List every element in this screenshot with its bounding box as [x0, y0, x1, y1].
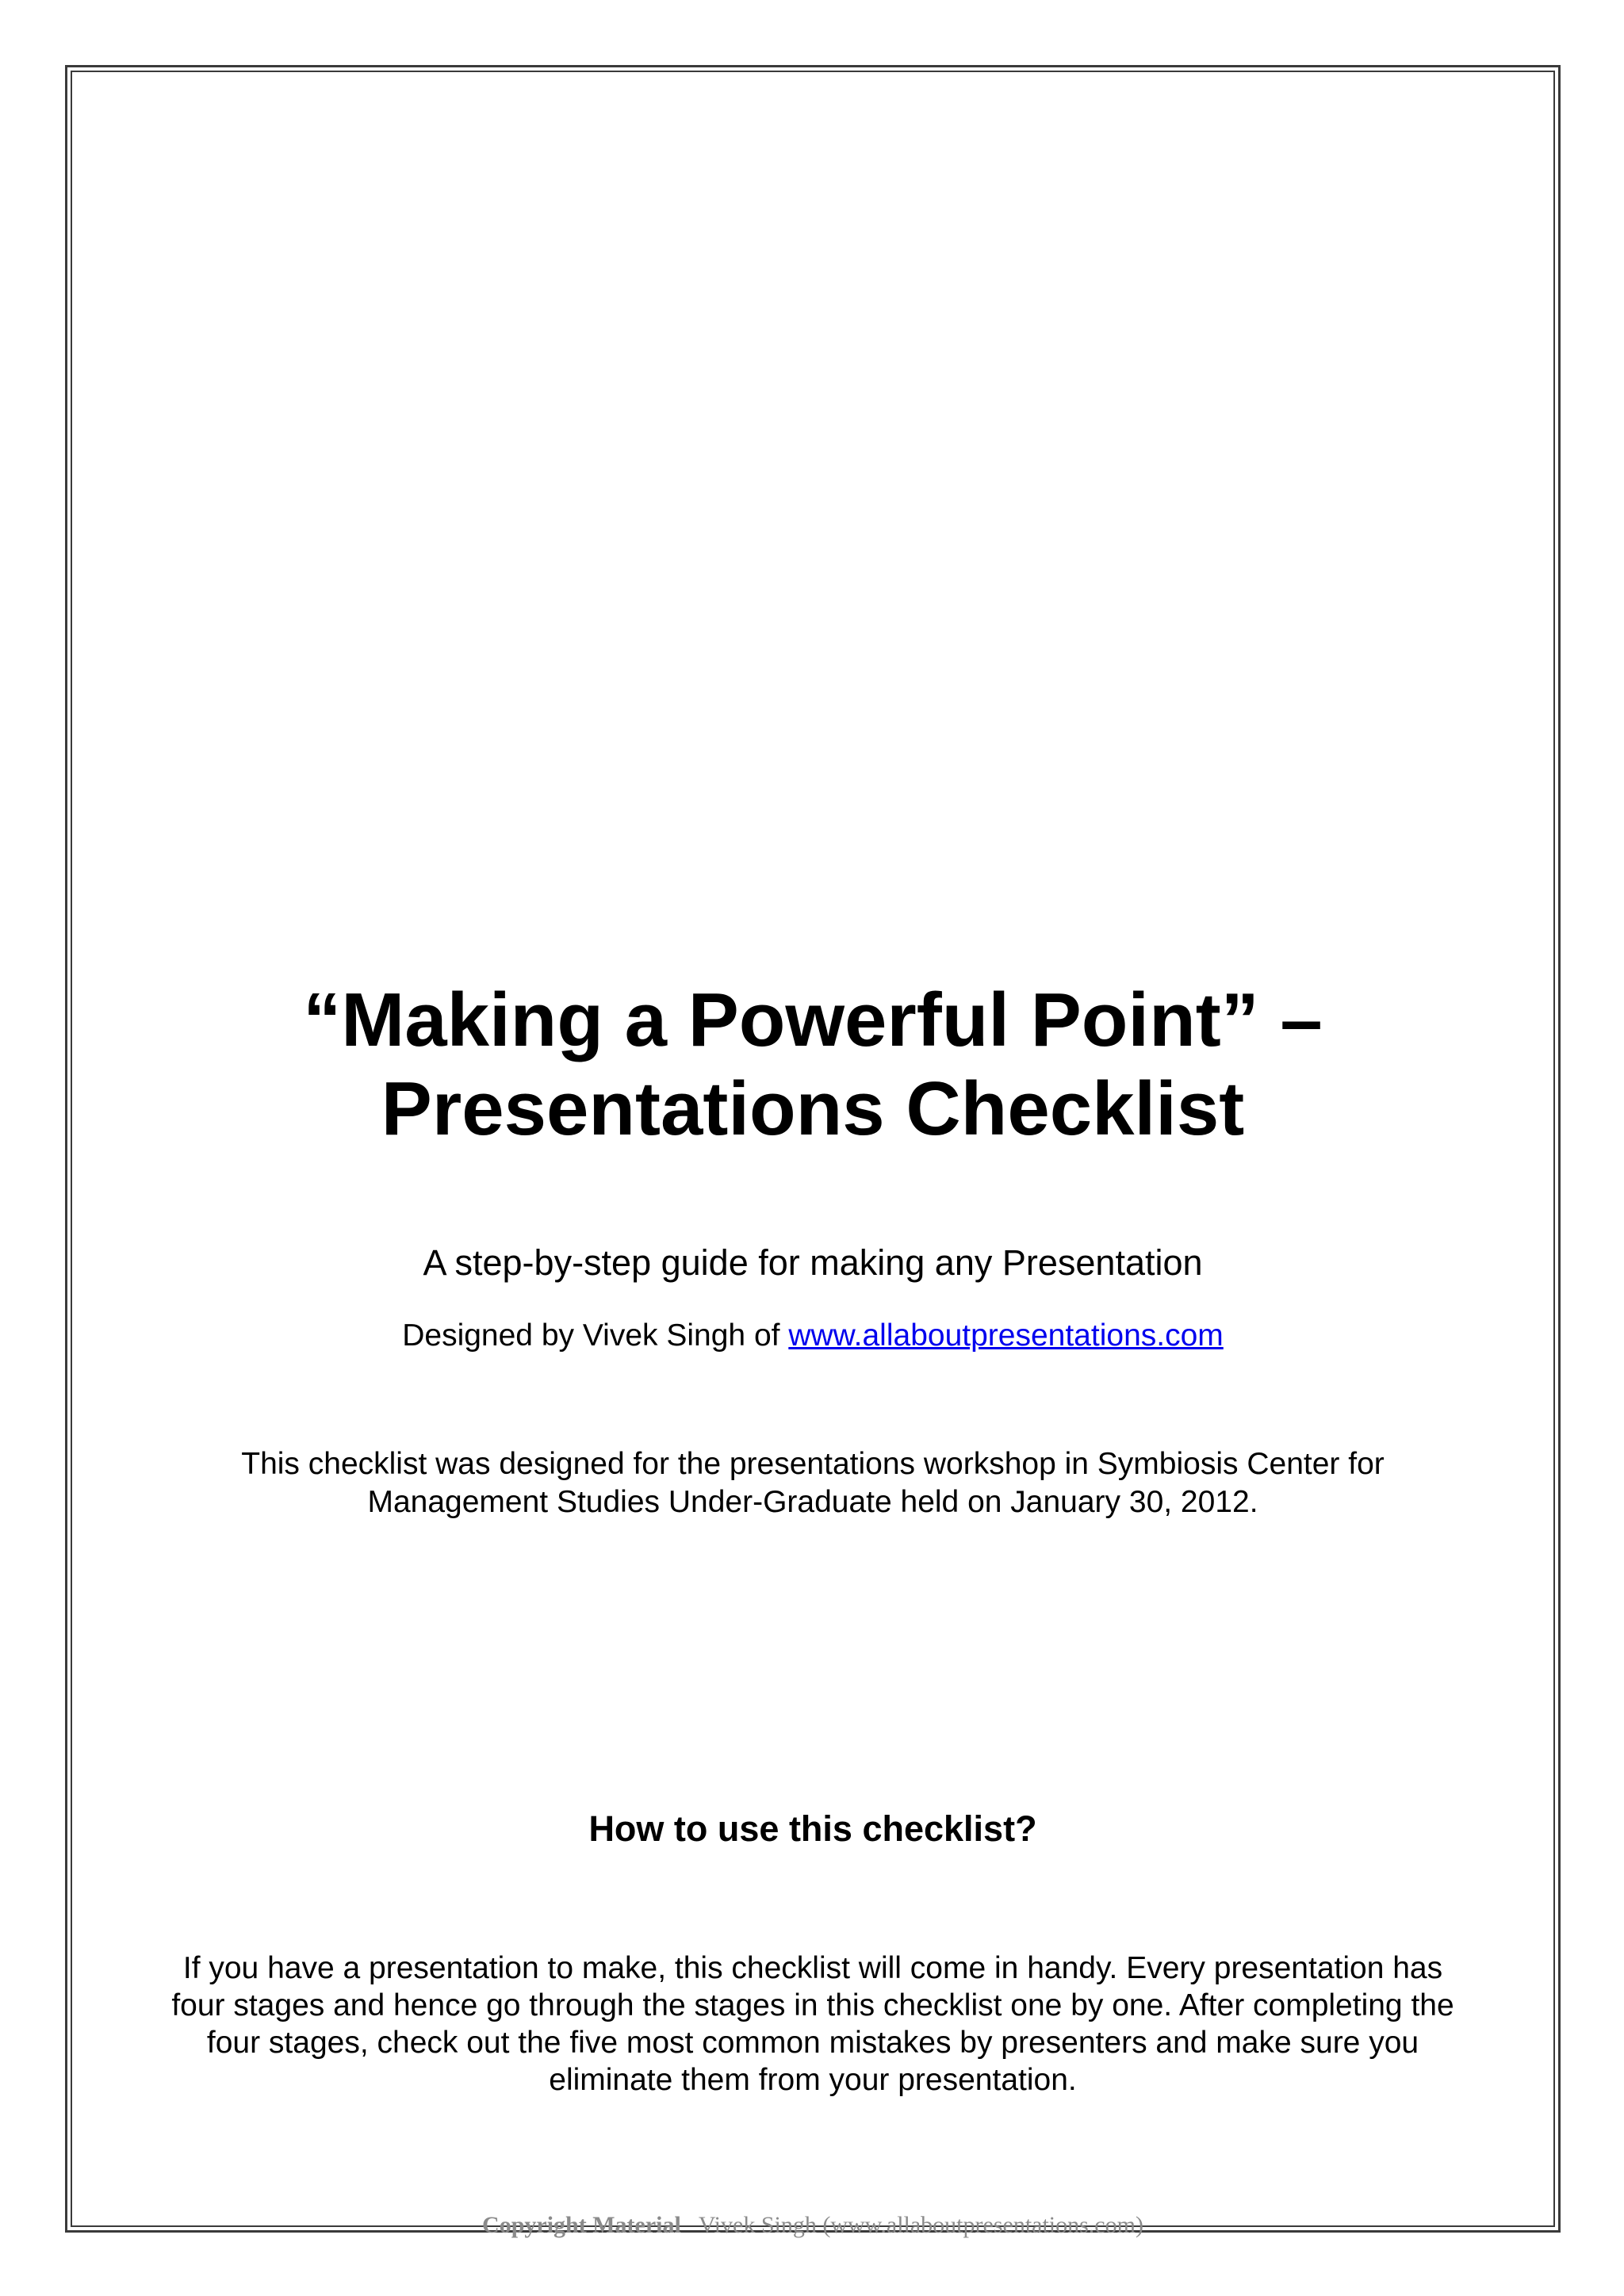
copyright-text: Vivek Singh (www.allaboutpresentations.com): [698, 2212, 1143, 2238]
title-line-2: Presentations Checklist: [381, 1066, 1245, 1151]
website-link[interactable]: www.allaboutpresentations.com: [788, 1318, 1224, 1353]
designed-by-text: Designed by Vivek Singh of: [402, 1318, 789, 1353]
title-line-1: “Making a Powerful Point” –: [303, 978, 1323, 1062]
copyright-footer: [72, 2210, 1553, 2241]
document-subtitle: A step-by-step guide for making any Presentation: [423, 1242, 1203, 1283]
howto-heading: How to use this checklist?: [588, 1808, 1037, 1849]
page-content: [72, 72, 1553, 2238]
designed-by-line: [72, 1317, 1553, 1355]
document-title: [72, 976, 1553, 1154]
copyright-label: Copyright Material: [482, 2212, 681, 2238]
instructions-paragraph: If you have a presentation to make, this checklist will come in handy. Every presentation has four stages and hence go through the stages in this checklist one by one. After completing the four stages, check out the five most common mistakes by presenters and make sure you eliminate them from your presentation.: [171, 1951, 1454, 2097]
workshop-note: This checklist was designed for the presentations workshop in Symbiosis Center for Management Studies Under-Graduate held on January 30, 2012.: [241, 1447, 1385, 1519]
